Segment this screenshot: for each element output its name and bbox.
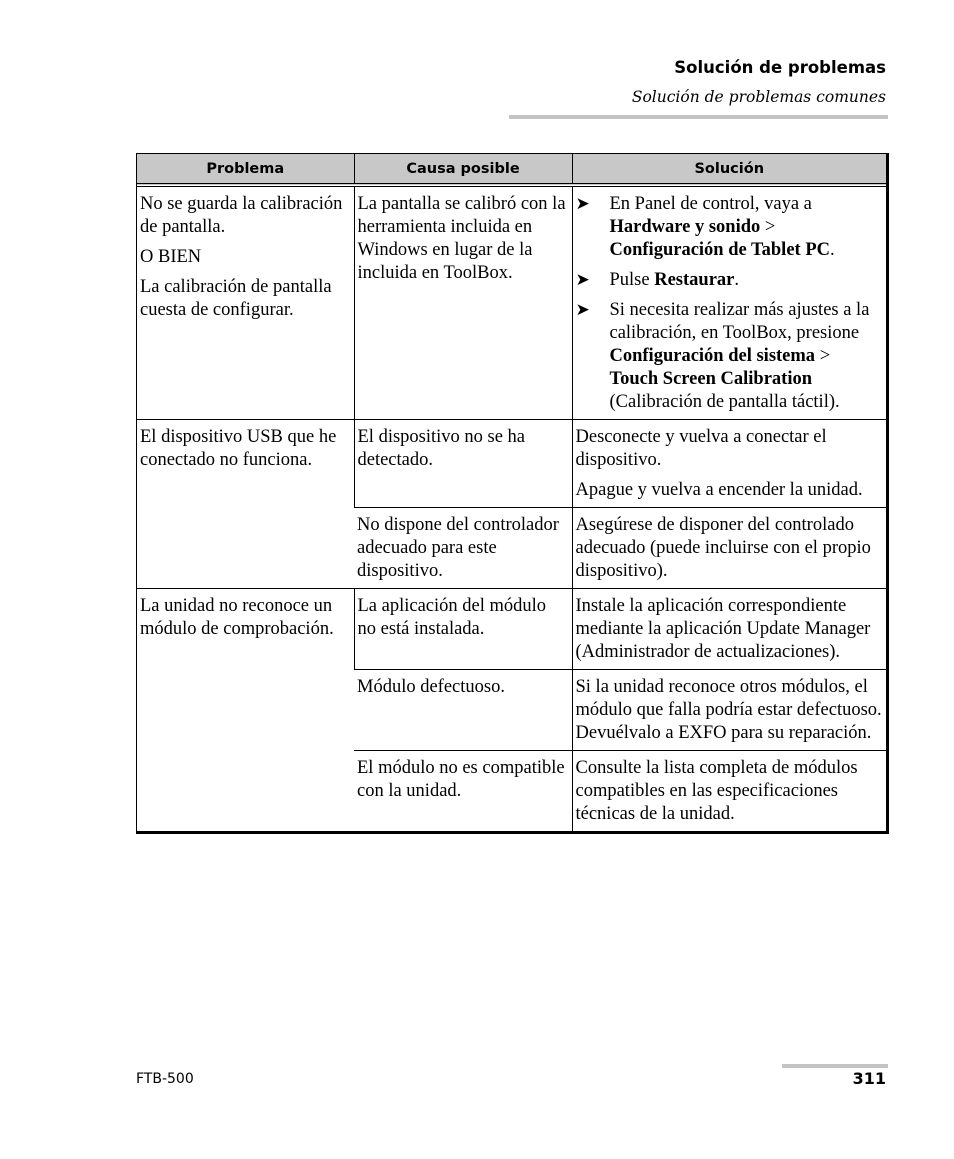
table-row	[137, 589, 886, 670]
table-row	[137, 185, 886, 420]
problem-cell	[137, 185, 354, 420]
cause-cell: No dispone del controlador adecuado para este dispositivo.	[354, 508, 572, 589]
troubleshooting-table	[136, 153, 889, 834]
column-header-solution: Solución	[572, 154, 886, 185]
solution-step: ➤ En Panel de control, vaya a Hardware y sonido > Configuración de Tablet PC.	[575, 194, 835, 260]
problem-text: No se guarda la calibración de pantalla.	[140, 194, 343, 237]
solution-text: Desconecte y vuelva a conectar el dispositivo.	[575, 427, 827, 470]
cause-cell: Módulo defectuoso.	[354, 670, 572, 751]
solution-step: ➤ Pulse Restaurar.	[575, 270, 739, 290]
solution-cell: Instale la aplicación correspondiente mediante la aplicación Update Manager (Administrador de actualizaciones).	[572, 589, 886, 670]
solution-cell: Si la unidad reconoce otros módulos, el módulo que falla podría estar defectuoso. Devuélvalo a EXFO para su reparación.	[572, 670, 886, 751]
solution-cell	[572, 420, 886, 508]
problem-text: La calibración de pantalla cuesta de configurar.	[140, 277, 332, 320]
column-header-cause: Causa posible	[354, 154, 572, 185]
cause-cell: El módulo no es compatible con la unidad.	[354, 751, 572, 832]
column-header-problem: Problema	[137, 154, 354, 185]
solution-cell: Asegúrese de disponer del controlado adecuado (puede incluirse con el propio dispositivo).	[572, 508, 886, 589]
table-row	[137, 420, 886, 508]
page-number: 311	[852, 1069, 886, 1088]
header-rule	[509, 115, 888, 119]
solution-cell	[572, 185, 886, 420]
arrowhead-right-icon: ➤	[575, 270, 590, 290]
table-header-row	[137, 154, 886, 185]
product-name: FTB-500	[136, 1071, 194, 1087]
footer-rule	[782, 1064, 888, 1068]
problem-or-text: O BIEN	[140, 247, 202, 267]
section-subtitle: Solución de problemas comunes	[631, 88, 886, 106]
section-title: Solución de problemas	[674, 58, 886, 77]
solution-text: Apague y vuelva a encender la unidad.	[575, 480, 863, 500]
solution-steps	[576, 193, 884, 414]
cause-cell: La aplicación del módulo no está instalada.	[354, 589, 572, 670]
solution-cell: Consulte la lista completa de módulos compatibles en las especificaciones técnicas de la unidad.	[572, 751, 886, 832]
arrowhead-right-icon: ➤	[575, 300, 590, 320]
arrowhead-right-icon: ➤	[575, 194, 590, 214]
problem-cell: El dispositivo USB que he conectado no funciona.	[137, 420, 354, 589]
cause-cell: El dispositivo no se ha detectado.	[354, 420, 572, 508]
problem-cell: La unidad no reconoce un módulo de comprobación.	[137, 589, 354, 832]
cause-cell: La pantalla se calibró con la herramienta incluida en Windows en lugar de la incluida en ToolBox.	[354, 185, 572, 420]
solution-step: ➤ Si necesita realizar más ajustes a la calibración, en ToolBox, presione Configuración del sistema > Touch Screen Calibration (Calibración de pantalla táctil).	[575, 300, 870, 412]
